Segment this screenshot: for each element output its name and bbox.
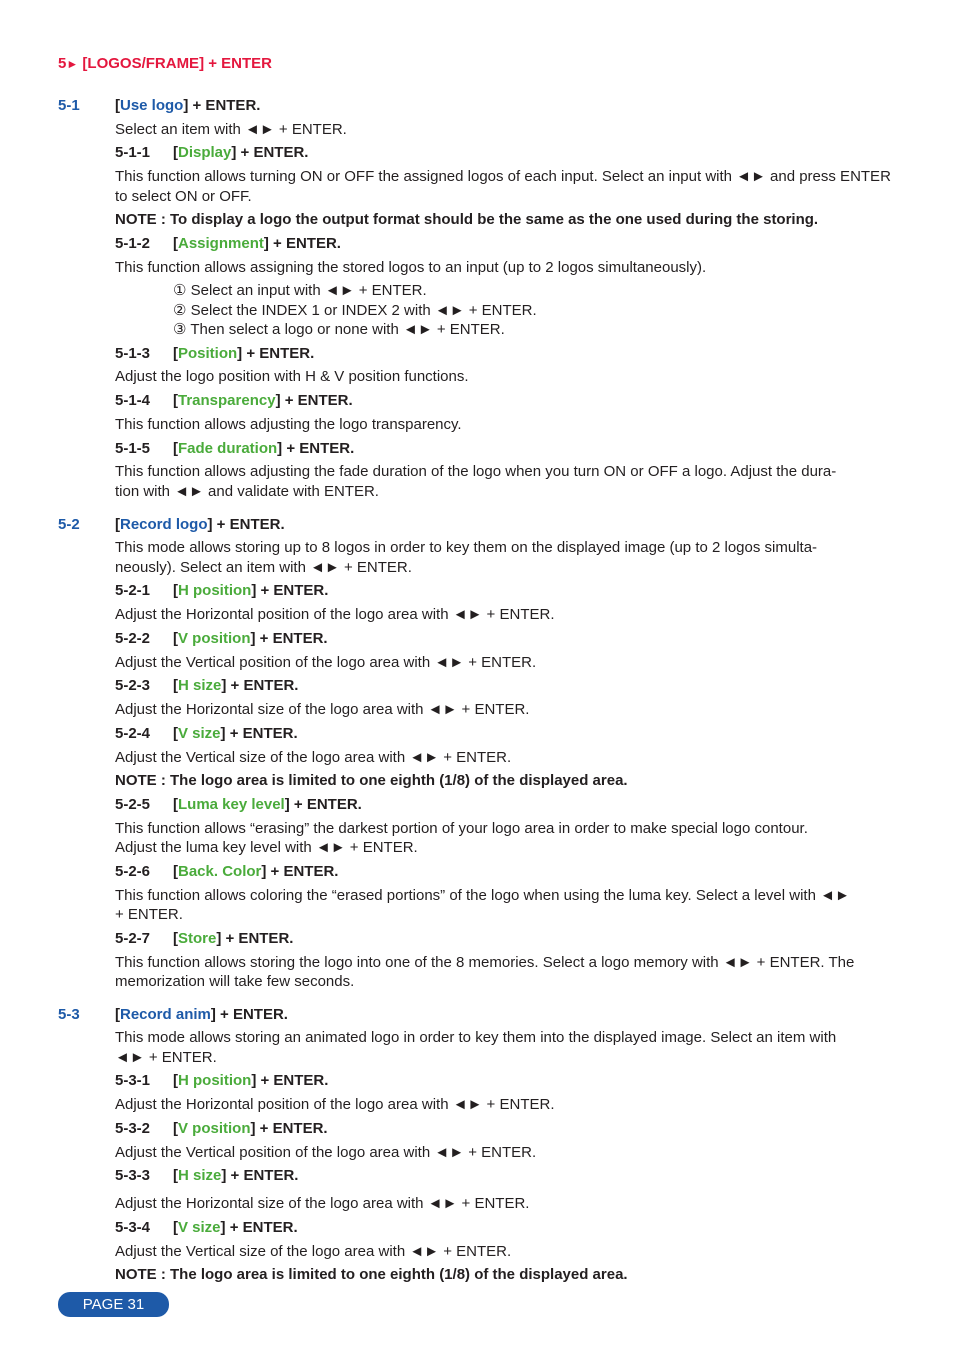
heading-5-3-2-number: 5-3-2: [115, 1120, 151, 1137]
heading-5-1-3: [Position] + ENTER.: [173, 345, 315, 362]
heading-5-2-5: [Luma key level] + ENTER.: [173, 796, 362, 813]
heading-5-3-4-name: V size: [178, 1219, 221, 1236]
note-display: NOTE : To display a logo the output format should be the same as the one used during the storing.: [115, 211, 819, 228]
heading-5-2-1: [H position] + ENTER.: [173, 582, 329, 599]
heading-5-2-4-number: 5-2-4: [115, 725, 151, 742]
heading-5-3-4-suffix: ] + ENTER.: [220, 1219, 298, 1236]
step-1: ① Select an input with ◄► + ENTER.: [173, 282, 427, 299]
heading-5-3-suffix: ] + ENTER.: [210, 1006, 288, 1023]
heading-5-2-5-name: Luma key level: [178, 796, 285, 813]
heading-5-2-2-suffix: ] + ENTER.: [250, 630, 328, 647]
heading-5-2-4: [V size] + ENTER.: [173, 725, 298, 742]
heading-5-1-2-number: 5-1-2: [115, 235, 151, 252]
text-5-1-5-line1: This function allows adjusting the fade duration of the logo when you turn ON or OFF a logo. Adjust the dura-: [115, 463, 837, 480]
heading-5-1-4: [Transparency] + ENTER.: [173, 392, 353, 409]
note-logo-area-1: NOTE : The logo area is limited to one eighth (1/8) of the displayed area.: [115, 772, 628, 789]
heading-5-2-1-name: H position: [178, 582, 252, 599]
text-5-3-3: Adjust the Horizontal size of the logo area with ◄► + ENTER.: [115, 1195, 530, 1212]
heading-5-1-suffix: ] + ENTER.: [183, 97, 261, 114]
text-5-2-line1: This mode allows storing up to 8 logos in order to key them on the displayed image (up to 2 logos simulta-: [115, 539, 818, 556]
heading-5-1-4-suffix: ] + ENTER.: [275, 392, 353, 409]
heading-5-1-4-number: 5-1-4: [115, 392, 151, 409]
text-5-3-line2: ◄► + ENTER.: [115, 1049, 217, 1066]
heading-5-3-1-suffix: ] + ENTER.: [251, 1072, 329, 1089]
text-5-1-5-line2: tion with ◄► and validate with ENTER.: [115, 483, 379, 500]
heading-5-3-4-number: 5-3-4: [115, 1219, 151, 1236]
note-logo-area-2: NOTE : The logo area is limited to one eighth (1/8) of the displayed area.: [115, 1266, 628, 1283]
arrow-right-icon: ►: [66, 57, 79, 71]
text-5-2-7-line1: This function allows storing the logo into one of the 8 memories. Select a logo memory with ◄► + ENTER. The: [115, 954, 855, 971]
section-number: 5: [58, 55, 67, 72]
step-3: ③ Then select a logo or none with ◄► + ENTER.: [173, 321, 505, 338]
step-2: ② Select the INDEX 1 or INDEX 2 with ◄► + ENTER.: [173, 302, 537, 319]
heading-5-1-2-suffix: ] + ENTER.: [263, 235, 341, 252]
text-5-2-4: Adjust the Vertical size of the logo area with ◄► + ENTER.: [115, 749, 512, 766]
heading-5-2-number: 5-2: [58, 516, 80, 533]
heading-5-3-3-number: 5-3-3: [115, 1167, 151, 1184]
heading-5-1-5-name: Fade duration: [178, 440, 278, 457]
heading-5-1-name: Use logo: [120, 97, 184, 114]
text-5-3-1: Adjust the Horizontal position of the logo area with ◄► + ENTER.: [115, 1096, 555, 1113]
heading-5-2-2-name: V position: [178, 630, 251, 647]
heading-5-3: [Record anim] + ENTER.: [115, 1006, 288, 1023]
text-5-2-1: Adjust the Horizontal position of the logo area with ◄► + ENTER.: [115, 606, 555, 623]
text-5-1-2: This function allows assigning the stored logos to an input (up to 2 logos simultaneously).: [115, 259, 707, 276]
heading-5-3-3-suffix: ] + ENTER.: [221, 1167, 299, 1184]
text-5-1-4: This function allows adjusting the logo transparency.: [115, 416, 462, 433]
heading-5-2-7: [Store] + ENTER.: [173, 930, 294, 947]
heading-5-2-1-suffix: ] + ENTER.: [251, 582, 329, 599]
section-header: [58, 55, 272, 72]
heading-5-3-3: [H size] + ENTER.: [173, 1167, 299, 1184]
heading-5-3-3-name: H size: [178, 1167, 222, 1184]
heading-5-2-3-suffix: ] + ENTER.: [221, 677, 299, 694]
heading-5-1-1-name: Display: [178, 144, 232, 161]
heading-5-2-name: Record logo: [120, 516, 208, 533]
heading-5-2-6-suffix: ] + ENTER.: [261, 863, 339, 880]
heading-5-2-5-suffix: ] + ENTER.: [284, 796, 362, 813]
heading-5-2-3-number: 5-2-3: [115, 677, 151, 694]
heading-5-2-1-number: 5-2-1: [115, 582, 151, 599]
heading-5-3-2-suffix: ] + ENTER.: [250, 1120, 328, 1137]
heading-5-1-3-number: 5-1-3: [115, 345, 151, 362]
heading-5-2-6-number: 5-2-6: [115, 863, 151, 880]
text-5-1: Select an item with ◄► + ENTER.: [115, 121, 347, 138]
heading-5-3-number: 5-3: [58, 1006, 80, 1023]
heading-5-2: [Record logo] + ENTER.: [115, 516, 285, 533]
text-5-3-line1: This mode allows storing an animated logo in order to key them into the displayed image. Select an item with: [115, 1029, 837, 1046]
heading-5-3-2-name: V position: [178, 1120, 251, 1137]
heading-5-2-suffix: ] + ENTER.: [207, 516, 285, 533]
section-header-label: [LOGOS/FRAME] + ENTER: [82, 55, 272, 72]
text-5-2-5-line1: This function allows “erasing” the darkest portion of your logo area in order to make special logo contour.: [115, 820, 808, 837]
heading-5-2-4-suffix: ] + ENTER.: [220, 725, 298, 742]
heading-5-1-1-suffix: ] + ENTER.: [231, 144, 309, 161]
heading-5-1-2-name: Assignment: [178, 235, 264, 252]
text-5-3-4: Adjust the Vertical size of the logo area with ◄► + ENTER.: [115, 1243, 512, 1260]
heading-5-1-4-name: Transparency: [178, 392, 276, 409]
text-5-2-3: Adjust the Horizontal size of the logo area with ◄► + ENTER.: [115, 701, 530, 718]
heading-5-1-1-number: 5-1-1: [115, 144, 151, 161]
text-5-1-1: This function allows turning ON or OFF the assigned logos of each input. Select an input with ◄► and press ENTER to select ON or OFF.: [115, 168, 891, 205]
text-5-1-3: Adjust the logo position with H & V position functions.: [115, 368, 469, 385]
heading-5-2-2: [V position] + ENTER.: [173, 630, 328, 647]
heading-5-1: [Use logo] + ENTER.: [115, 97, 261, 114]
heading-5-2-5-number: 5-2-5: [115, 796, 151, 813]
heading-5-2-6-name: Back. Color: [178, 863, 262, 880]
heading-5-2-6: [Back. Color] + ENTER.: [173, 863, 339, 880]
heading-5-2-3: [H size] + ENTER.: [173, 677, 299, 694]
page-number-badge: PAGE 31: [58, 1292, 169, 1317]
heading-5-2-3-name: H size: [178, 677, 222, 694]
heading-5-1-5: [Fade duration] + ENTER.: [173, 440, 355, 457]
heading-5-2-7-suffix: ] + ENTER.: [216, 930, 294, 947]
text-5-2-2: Adjust the Vertical position of the logo area with ◄► + ENTER.: [115, 654, 537, 671]
heading-5-2-7-number: 5-2-7: [115, 930, 151, 947]
heading-5-1-number: 5-1: [58, 97, 80, 114]
heading-5-1-3-name: Position: [178, 345, 238, 362]
heading-5-3-name: Record anim: [120, 1006, 211, 1023]
heading-5-1-3-suffix: ] + ENTER.: [237, 345, 315, 362]
heading-5-1-5-suffix: ] + ENTER.: [277, 440, 355, 457]
heading-5-3-2: [V position] + ENTER.: [173, 1120, 328, 1137]
heading-5-2-7-name: Store: [178, 930, 217, 947]
heading-5-3-1: [H position] + ENTER.: [173, 1072, 329, 1089]
heading-5-1-5-number: 5-1-5: [115, 440, 151, 457]
heading-5-1-1: [Display] + ENTER.: [173, 144, 309, 161]
heading-5-2-2-number: 5-2-2: [115, 630, 151, 647]
text-5-2-6-line1: This function allows coloring the “erased portions” of the logo when using the luma key. Select a level with ◄►: [115, 887, 850, 904]
heading-5-1-2: [Assignment] + ENTER.: [173, 235, 341, 252]
heading-5-3-4: [V size] + ENTER.: [173, 1219, 298, 1236]
text-5-2-5-line2: Adjust the luma key level with ◄► + ENTER.: [115, 839, 418, 856]
heading-5-3-1-number: 5-3-1: [115, 1072, 151, 1089]
text-5-2-6-line2: + ENTER.: [115, 906, 183, 923]
text-5-2-line2: neously). Select an item with ◄► + ENTER.: [115, 559, 412, 576]
heading-5-3-1-name: H position: [178, 1072, 252, 1089]
heading-5-2-4-name: V size: [178, 725, 221, 742]
text-5-3-2: Adjust the Vertical position of the logo area with ◄► + ENTER.: [115, 1144, 537, 1161]
text-5-2-7-line2: memorization will take few seconds.: [115, 973, 355, 990]
